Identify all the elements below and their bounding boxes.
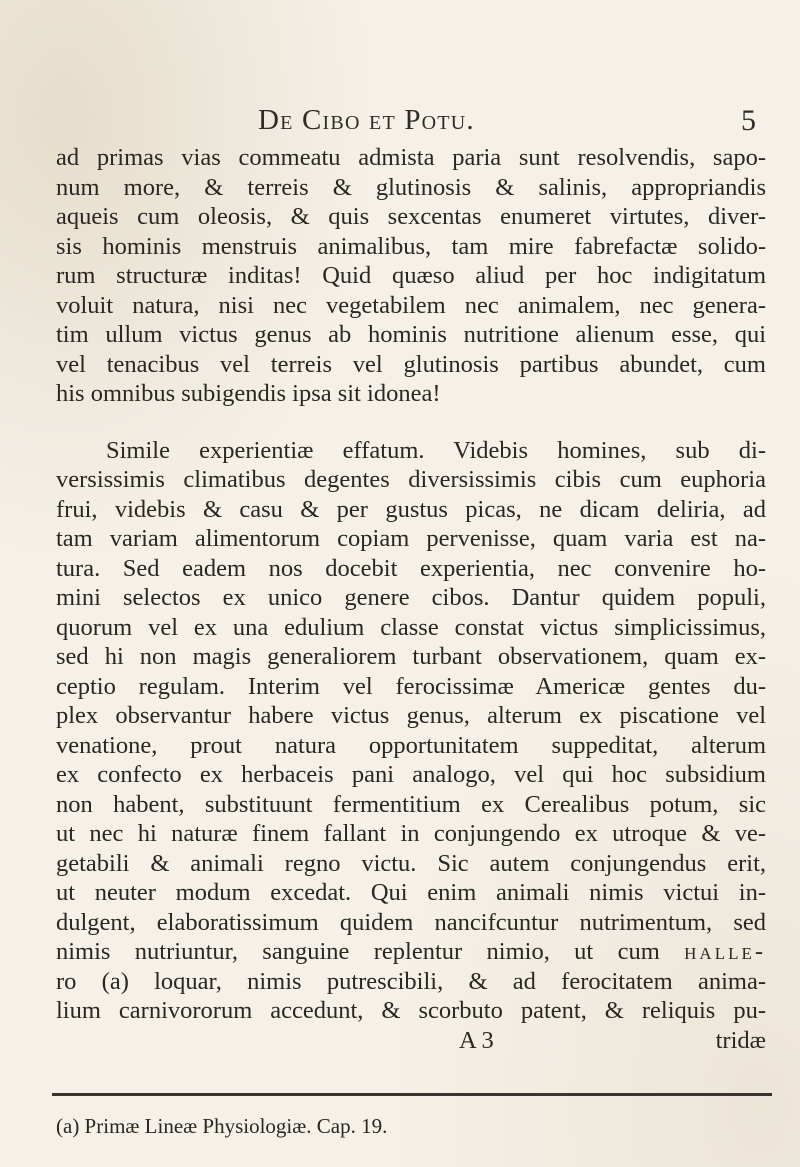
text-segment: nimis nutriuntur, sanguine replentur nimio, ut cum bbox=[56, 938, 660, 965]
text-line: getabili & animali regno victu. Sic autem conjungendus erit, bbox=[56, 849, 766, 877]
footnote-rule bbox=[52, 1093, 772, 1096]
text-line: ro (a) loquar, nimis putrescibili, & ad ferocitatem anima- bbox=[56, 967, 766, 995]
text-line bbox=[56, 937, 766, 967]
text-line: num more, & terreis & glutinosis & salinis, appropriandis bbox=[56, 173, 766, 201]
page-number: 5 bbox=[741, 104, 756, 137]
text-line: rum structuræ inditas! Quid quæso aliud per hoc indigitatum bbox=[56, 262, 766, 289]
text-line: ut neuter modum excedat. Qui enim animali nimis victui in- bbox=[56, 879, 766, 906]
text-line: ut nec hi naturæ finem fallant in conjungendo ex utroque & ve- bbox=[56, 820, 766, 847]
paragraph-gap bbox=[56, 409, 766, 436]
text-line: lium carnivororum accedunt, & scorbuto patent, & reliquis pu- bbox=[56, 997, 766, 1024]
text-line: versissimis climatibus degentes diversissimis cibis cum euphoria bbox=[56, 466, 766, 493]
text-line: tura. Sed eadem nos docebit experientia, nec convenire ho- bbox=[56, 554, 766, 582]
main-text bbox=[56, 143, 766, 1055]
text-line: sis hominis menstruis animalibus, tam mire fabrefactæ solido- bbox=[56, 232, 766, 260]
text-line: voluit natura, nisi nec vegetabilem nec animalem, nec genera- bbox=[56, 291, 766, 319]
text-line: venatione, prout natura opportunitatem suppeditat, alterum bbox=[56, 731, 766, 759]
author-name: halle- bbox=[684, 938, 767, 965]
text-line: tim ullum victus genus ab hominis nutritione alienum esse, qui bbox=[56, 321, 766, 348]
text-line: ex confecto ex herbaceis pani analogo, vel qui hoc subsidium bbox=[56, 761, 766, 788]
signature-mark: A 3 bbox=[459, 1026, 494, 1054]
text-line: plex observantur habere victus genus, alterum ex piscatione vel bbox=[56, 702, 766, 729]
text-line: aqueis cum oleosis, & quis sexcentas enumeret virtutes, diver- bbox=[56, 203, 766, 230]
text-line: Simile experientiæ effatum. Videbis homines, sub di- bbox=[106, 436, 766, 464]
running-head bbox=[0, 98, 800, 138]
running-title: De Cibo et Potu. bbox=[258, 104, 475, 136]
text-line: his omnibus subigendis ipsa sit idonea! bbox=[56, 380, 441, 407]
text-line: dulgent, elaboratissimum quidem nancifcuntur nutrimentum, sed bbox=[56, 908, 766, 936]
text-line: tam variam alimentorum copiam pervenisse, quam varia est na- bbox=[56, 525, 766, 552]
catchword: tridæ bbox=[715, 1026, 766, 1054]
text-line: ad primas vias commeatu admista paria sunt resolvendis, sapo- bbox=[56, 144, 766, 171]
text-line: quorum vel ex una edulium classe constat victus simplicissimus, bbox=[56, 613, 766, 641]
text-line: ceptio regulam. Interim vel ferocissimæ Americæ gentes du- bbox=[56, 672, 766, 700]
footnote: (a) Primæ Lineæ Physiologiæ. Cap. 19. bbox=[56, 1114, 388, 1138]
text-line: mini selectos ex unico genere cibos. Dantur quidem populi, bbox=[56, 584, 766, 611]
text-line: vel tenacibus vel terreis vel glutinosis partibus abundet, cum bbox=[56, 350, 766, 378]
text-line: frui, videbis & casu & per gustus picas, ne dicam deliria, ad bbox=[56, 495, 766, 523]
page-foot-line bbox=[56, 1026, 766, 1056]
text-line: sed hi non magis generaliorem turbant observationem, quam ex- bbox=[56, 643, 766, 670]
text-line: non habent, substituunt fermentitium ex Cerealibus potum, sic bbox=[56, 790, 766, 818]
